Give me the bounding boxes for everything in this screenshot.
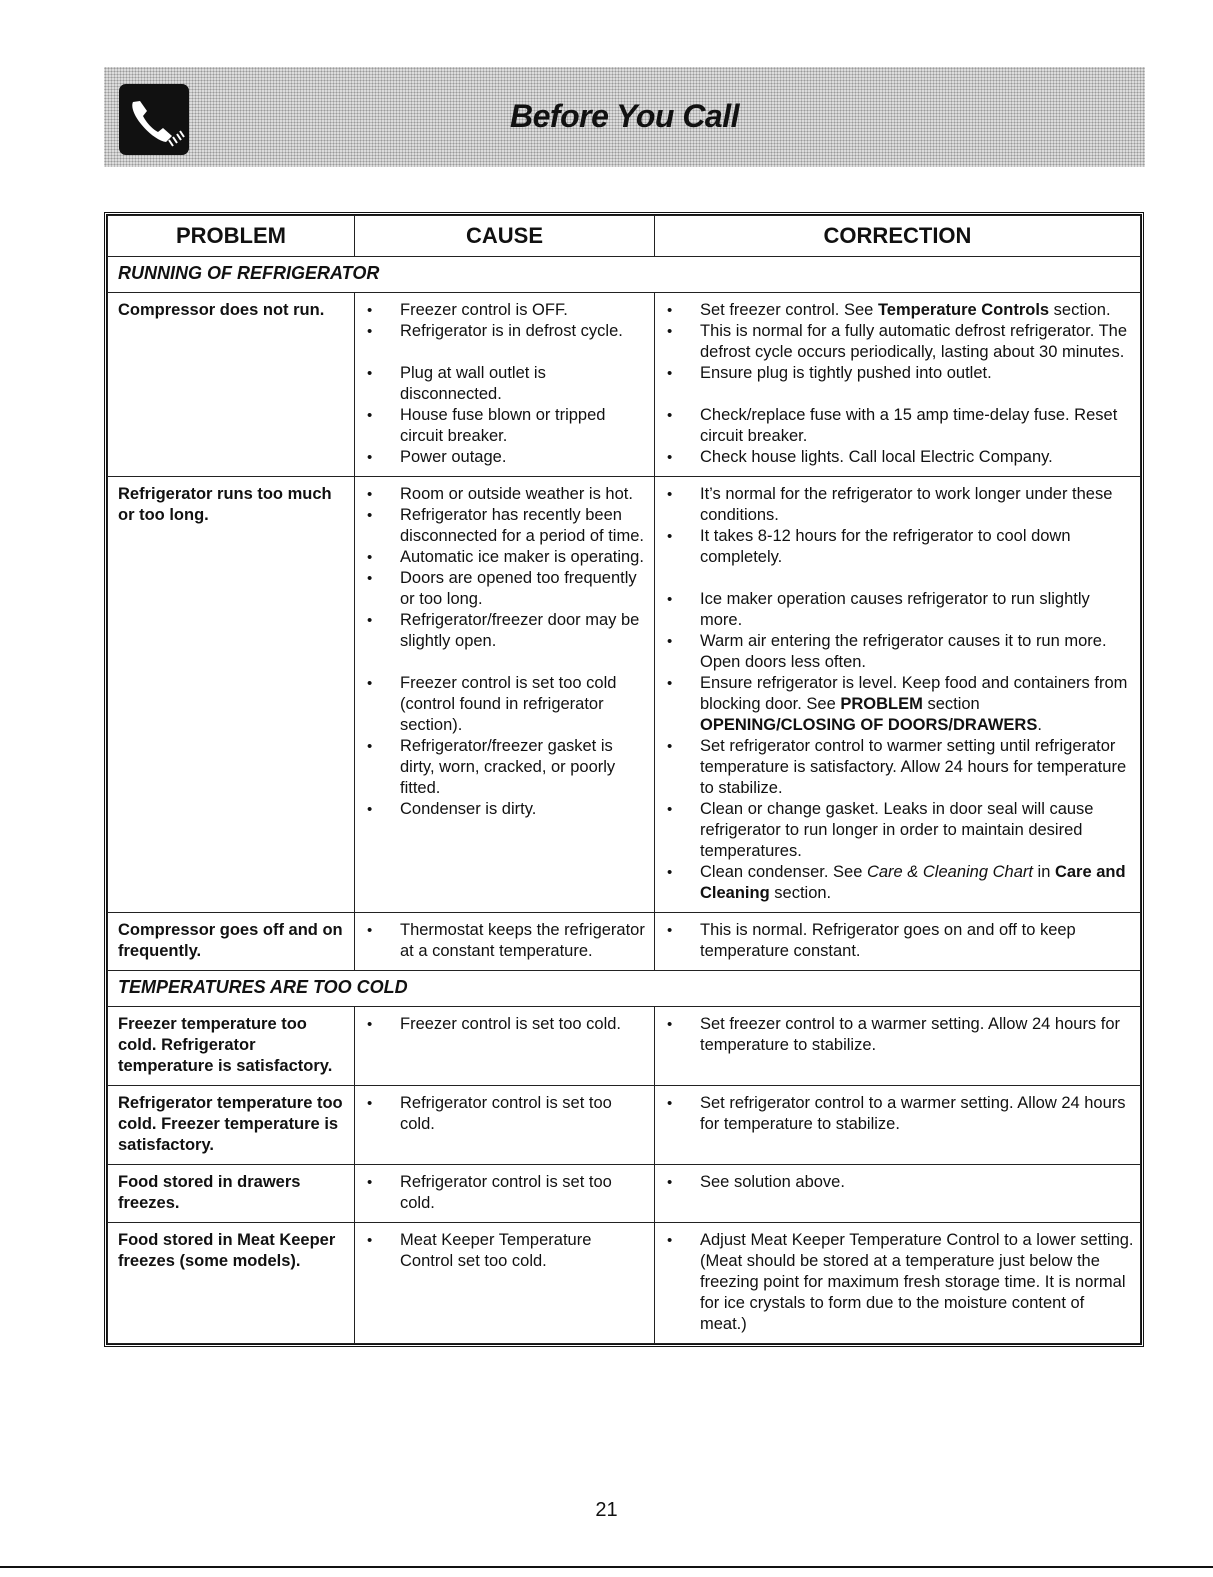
- header-banner: [104, 67, 1145, 167]
- correction-item: • Set refrigerator control to warmer setting until refrigerator temperature is satisfactory. Allow 24 hours for temperature to stabilize.: [655, 736, 1140, 799]
- troubleshooting-table: [104, 212, 1144, 1347]
- cause-cell: [355, 1086, 655, 1165]
- cause-item: • Freezer control is set too cold.: [355, 1014, 654, 1035]
- correction-item: • This is normal for a fully automatic defrost refrigerator. The defrost cycle occurs periodically, lasting about 30 minutes.: [655, 321, 1140, 363]
- problem-cell: Refrigerator temperature too cold. Freezer temperature is satisfactory.: [108, 1086, 355, 1165]
- table-row: [108, 913, 1141, 971]
- column-header-correction: CORRECTION: [655, 216, 1141, 257]
- cause-cell: [355, 477, 655, 913]
- correction-cell: [655, 1165, 1141, 1223]
- correction-item: • Check house lights. Call local Electric Company.: [655, 447, 1140, 468]
- cause-item: • Thermostat keeps the refrigerator at a constant temperature.: [355, 920, 654, 962]
- correction-cell: [655, 477, 1141, 913]
- cause-item: • Refrigerator control is set too cold.: [355, 1172, 654, 1214]
- correction-item: • Warm air entering the refrigerator causes it to run more. Open doors less often.: [655, 631, 1140, 673]
- cause-item: • Refrigerator has recently been disconnected for a period of time.: [355, 505, 654, 547]
- problem-cell: Food stored in Meat Keeper freezes (some models).: [108, 1223, 355, 1344]
- problem-cell: Compressor does not run.: [108, 293, 355, 477]
- section-title: RUNNING OF REFRIGERATOR: [108, 257, 1141, 293]
- page-title: Before You Call: [510, 98, 739, 134]
- cause-item: • Meat Keeper Temperature Control set too cold.: [355, 1230, 654, 1272]
- column-header-cause: CAUSE: [355, 216, 655, 257]
- cause-item: • Automatic ice maker is operating.: [355, 547, 654, 568]
- table-row: [108, 1223, 1141, 1344]
- cause-item: • Plug at wall outlet is disconnected.: [355, 363, 654, 405]
- table-row: [108, 1007, 1141, 1086]
- problem-cell: Compressor goes off and on frequently.: [108, 913, 355, 971]
- column-header-problem: PROBLEM: [108, 216, 355, 257]
- table-header-row: [108, 216, 1141, 257]
- cause-item: • Refrigerator control is set too cold.: [355, 1093, 654, 1135]
- bottom-divider: [0, 1566, 1213, 1568]
- cause-item: • Condenser is dirty.: [355, 799, 654, 820]
- cause-item: • Power outage.: [355, 447, 654, 468]
- correction-cell: [655, 1007, 1141, 1086]
- correction-cell: [655, 913, 1141, 971]
- cause-cell: [355, 1223, 655, 1344]
- cause-item: • Doors are opened too frequently or too long.: [355, 568, 654, 610]
- correction-item: • See solution above.: [655, 1172, 1140, 1193]
- cause-item: • Room or outside weather is hot.: [355, 484, 654, 505]
- cause-cell: [355, 1165, 655, 1223]
- cause-item: • Refrigerator/freezer door may be slightly open.: [355, 610, 654, 652]
- cause-item: • House fuse blown or tripped circuit breaker.: [355, 405, 654, 447]
- correction-item: • Set freezer control to a warmer setting. Allow 24 hours for temperature to stabilize.: [655, 1014, 1140, 1056]
- correction-cell: [655, 1223, 1141, 1344]
- correction-item: • Check/replace fuse with a 15 amp time-delay fuse. Reset circuit breaker.: [655, 405, 1140, 447]
- correction-item: • Ensure plug is tightly pushed into outlet.: [655, 363, 1140, 384]
- section-header-row: [108, 257, 1141, 293]
- correction-item: • Ensure refrigerator is level. Keep food and containers from blocking door. See PROBLEM section OPENING/CLOSING OF DOORS/DRAWERS.: [655, 673, 1140, 736]
- correction-item: • Set freezer control. See Temperature Controls section.: [655, 300, 1140, 321]
- cause-item: • Refrigerator/freezer gasket is dirty, worn, cracked, or poorly fitted.: [355, 736, 654, 799]
- correction-item: • This is normal. Refrigerator goes on and off to keep temperature constant.: [655, 920, 1140, 962]
- table-row: [108, 1086, 1141, 1165]
- table-row: [108, 1165, 1141, 1223]
- cause-item: • Freezer control is OFF.: [355, 300, 654, 321]
- cause-item: • Refrigerator is in defrost cycle.: [355, 321, 654, 342]
- correction-item: • Ice maker operation causes refrigerator to run slightly more.: [655, 589, 1140, 631]
- correction-cell: [655, 1086, 1141, 1165]
- section-title: TEMPERATURES ARE TOO COLD: [108, 971, 1141, 1007]
- problem-cell: Food stored in drawers freezes.: [108, 1165, 355, 1223]
- table-row: [108, 293, 1141, 477]
- correction-item: • Clean condenser. See Care & Cleaning Chart in Care and Cleaning section.: [655, 862, 1140, 904]
- problem-cell: Freezer temperature too cold. Refrigerator temperature is satisfactory.: [108, 1007, 355, 1086]
- correction-item: • It takes 8-12 hours for the refrigerator to cool down completely.: [655, 526, 1140, 568]
- table-row: [108, 477, 1141, 913]
- correction-item: • Clean or change gasket. Leaks in door seal will cause refrigerator to run longer in order to maintain desired temperatures.: [655, 799, 1140, 862]
- page-number: 21: [595, 1499, 618, 1521]
- correction-item: • Adjust Meat Keeper Temperature Control to a lower setting. (Meat should be stored at a temperature just below the freezing point for maximum fresh storage time. It is normal for ice crystals to form due to the moisture content of meat.): [655, 1230, 1140, 1335]
- problem-cell: Refrigerator runs too much or too long.: [108, 477, 355, 913]
- cause-cell: [355, 913, 655, 971]
- correction-item: • Set refrigerator control to a warmer setting. Allow 24 hours for temperature to stabilize.: [655, 1093, 1140, 1135]
- correction-cell: [655, 293, 1141, 477]
- cause-cell: [355, 293, 655, 477]
- cause-cell: [355, 1007, 655, 1086]
- cause-item: • Freezer control is set too cold (control found in refrigerator section).: [355, 673, 654, 736]
- correction-item: • It’s normal for the refrigerator to work longer under these conditions.: [655, 484, 1140, 526]
- section-header-row: [108, 971, 1141, 1007]
